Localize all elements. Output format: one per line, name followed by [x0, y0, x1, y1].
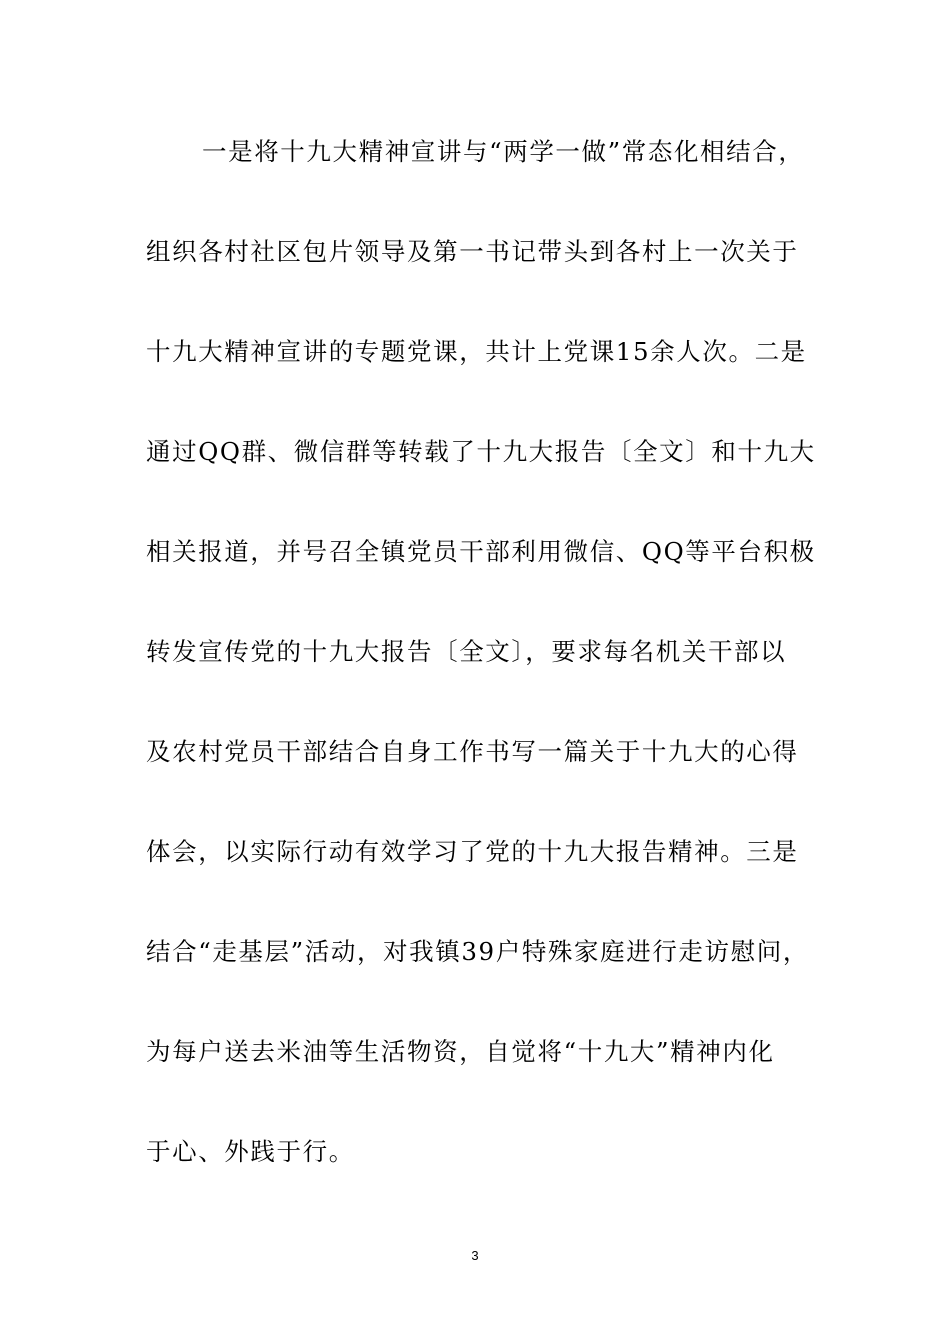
- paragraph-line: 一是将十九大精神宣讲与“两学一做”常态化相结合，: [202, 137, 805, 166]
- paragraph-line: 组织各村社区包片领导及第一书记带头到各村上一次关于: [146, 237, 799, 266]
- paragraph-line: 通过QQ群、微信群等转载了十九大报告〔全文〕和十九大: [146, 437, 816, 466]
- paragraph-line: 及农村党员干部结合自身工作书写一篇关于十九大的心得: [146, 737, 799, 766]
- paragraph-line: 体会，以实际行动有效学习了党的十九大报告精神。三是: [146, 837, 799, 866]
- paragraph-line: 结合“走基层”活动，对我镇39户特殊家庭进行走访慰问，: [146, 937, 809, 966]
- body-paragraph: [146, 122, 816, 1222]
- paragraph-line: 转发宣传党的十九大报告〔全文〕，要求每名机关干部以: [146, 637, 787, 666]
- paragraph-line: 十九大精神宣讲的专题党课，共计上党课15余人次。二是: [146, 337, 807, 366]
- page-number: 3: [471, 1248, 479, 1263]
- paragraph-line: 于心、外践于行。: [146, 1137, 355, 1166]
- paragraph-line: 为每户送去米油等生活物资，自觉将“十九大”精神内化: [146, 1037, 775, 1066]
- paragraph-line: 相关报道，并号召全镇党员干部利用微信、QQ等平台积极: [146, 537, 816, 566]
